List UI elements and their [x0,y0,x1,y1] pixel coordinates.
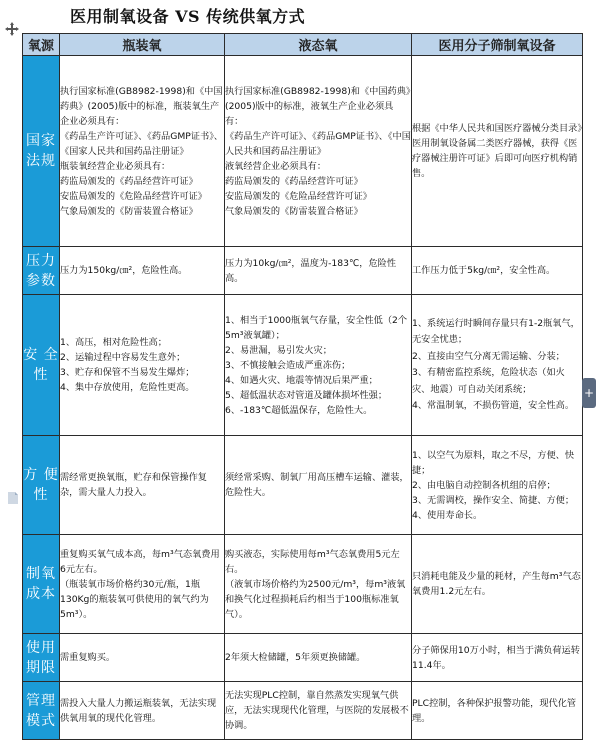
expand-panel-icon[interactable]: + [582,378,596,408]
header-cell-bottled: 瓶装氧 [60,34,225,56]
cell-liquid: 购买液态，实际使用每m³气态氧费用5元左右。 （液氧市场价格约为2500元/m³，每m³液氧和换气化过程损耗后约相当于100瓶标准氧气）。 [225,535,412,634]
comparison-table [22,33,583,740]
cell-bottled: 重复购买氧气成本高，每m³气态氧费用6元左右。 （瓶装氧市场价格约30元/瓶，1瓶130Kg的瓶装氧可供使用的氧气约为5m³）。 [60,535,225,634]
cell-sieve: 分子筛保用10万小时，相当于满负荷运转11.4年。 [412,634,583,682]
row-label: 使用 期限 [23,634,60,682]
cell-liquid: 压力为10kg/㎝²，温度为-183℃，危险性高。 [225,247,412,295]
cell-bottled: 需经常更换氧瓶，贮存和保管操作复杂，需大量人力投入。 [60,436,225,535]
table-row [23,247,583,295]
cell-bottled: 1、高压，相对危险性高； 2、运输过程中容易发生意外； 3、贮存和保管不当易发生爆炸； 4、集中存放使用，危险性更高。 [60,295,225,436]
page-title: 医用制氧设备 VS 传统供氧方式 [70,7,306,26]
table-row [23,436,583,535]
table-row [23,535,583,634]
header-cell-sieve: 医用分子筛制氧设备 [412,34,583,56]
cell-liquid: 执行国家标准(GB8982-1998)和《中国药典》(2005)版中的标准，液氧生产企业必须具有： 《药品生产许可证》、《药品GMP证书》、《中国人民共和国药品注册证》 液氧经营企业必须具有： 药监局颁发的《药品经营许可证》 安监局颁发的《危险品经营许可证》 气象局颁发的《防雷装置合格证》 [225,56,412,247]
cell-sieve: 1、以空气为原料，取之不尽，方便、快捷； 2、由电脑自动控制各机组的启停； 3、无需调校，操作安全、简捷、方便； 4、使用寿命长。 [412,436,583,535]
cell-sieve: PLC控制，各种保护报警功能，现代化管理。 [412,682,583,740]
header-cell-liquid: 液态氧 [225,34,412,56]
cell-bottled: 执行国家标准(GB8982-1998)和《中国药典》(2005)版中的标准，瓶装氧生产企业必须具有： 《药品生产许可证》、《药品GMP证书》、《国家人民共和国药品注册证》 瓶装氧经营企业必须具有： 药监局颁发的《药品经营许可证》 安监局颁发的《危险品经营许可证》 气象局颁发的《防雷装置合格证》 [60,56,225,247]
cell-sieve: 工作压力低于5kg/㎝²，安全性高。 [412,247,583,295]
table-row [23,682,583,740]
cell-sieve: 只消耗电能及少量的耗材，产生每m³气态氧费用1.2元左右。 [412,535,583,634]
row-label: 管理 模式 [23,682,60,740]
table-row [23,56,583,247]
cell-liquid: 无法实现PLC控制，靠自然蒸发实现氧气供应，无法实现现代化管理，与医院的发展极不协调。 [225,682,412,740]
row-label: 安 全 性 [23,295,60,436]
table-row [23,634,583,682]
cell-bottled: 需重复购买。 [60,634,225,682]
cell-liquid: 须经常采购、制氧厂用高压槽车运输、灌装，危险性大。 [225,436,412,535]
cell-liquid: 2年须大检储罐，5年须更换储罐。 [225,634,412,682]
cell-bottled: 压力为150kg/㎝²，危险性高。 [60,247,225,295]
row-label: 方 便 性 [23,436,60,535]
cell-bottled: 需投入大量人力搬运瓶装氧，无法实现供氧用氧的现代化管理。 [60,682,225,740]
table-row [23,295,583,436]
row-label: 国家 法规 [23,56,60,247]
cell-liquid: 1、相当于1000瓶氧气存量，安全性低（2个5m³液氧罐）； 2、易泄漏，易引发火灾； 3、不慎接触会造成严重冻伤； 4、如遇火灾、地震等情况后果严重； 5、超低温状态对管道及罐体损坏性强； 6、-183℃超低温保存，危险性大。 [225,295,412,436]
cell-sieve: 1、系统运行时瞬间存量只有1-2瓶氧气，无安全忧患； 2、直接由空气分离无需运输、分装； 3、有精密监控系统，危险状态（如火灾、地震）可自动关闭系统； 4、常温制氧，不损伤管道，安全性高。 [412,295,583,436]
document-icon [8,492,18,504]
cell-sieve: 根据《中华人民共和国医疗器械分类目录》医用制氧设备属二类医疗器械，获得《医疗器械注册许可证》后即可向医疗机构销售。 [412,56,583,247]
header-cell-source: 氧源 [23,34,60,56]
row-label: 制氧 成本 [23,535,60,634]
row-label: 压力 参数 [23,247,60,295]
header-row [23,34,583,56]
move-handle-icon[interactable] [5,22,19,36]
